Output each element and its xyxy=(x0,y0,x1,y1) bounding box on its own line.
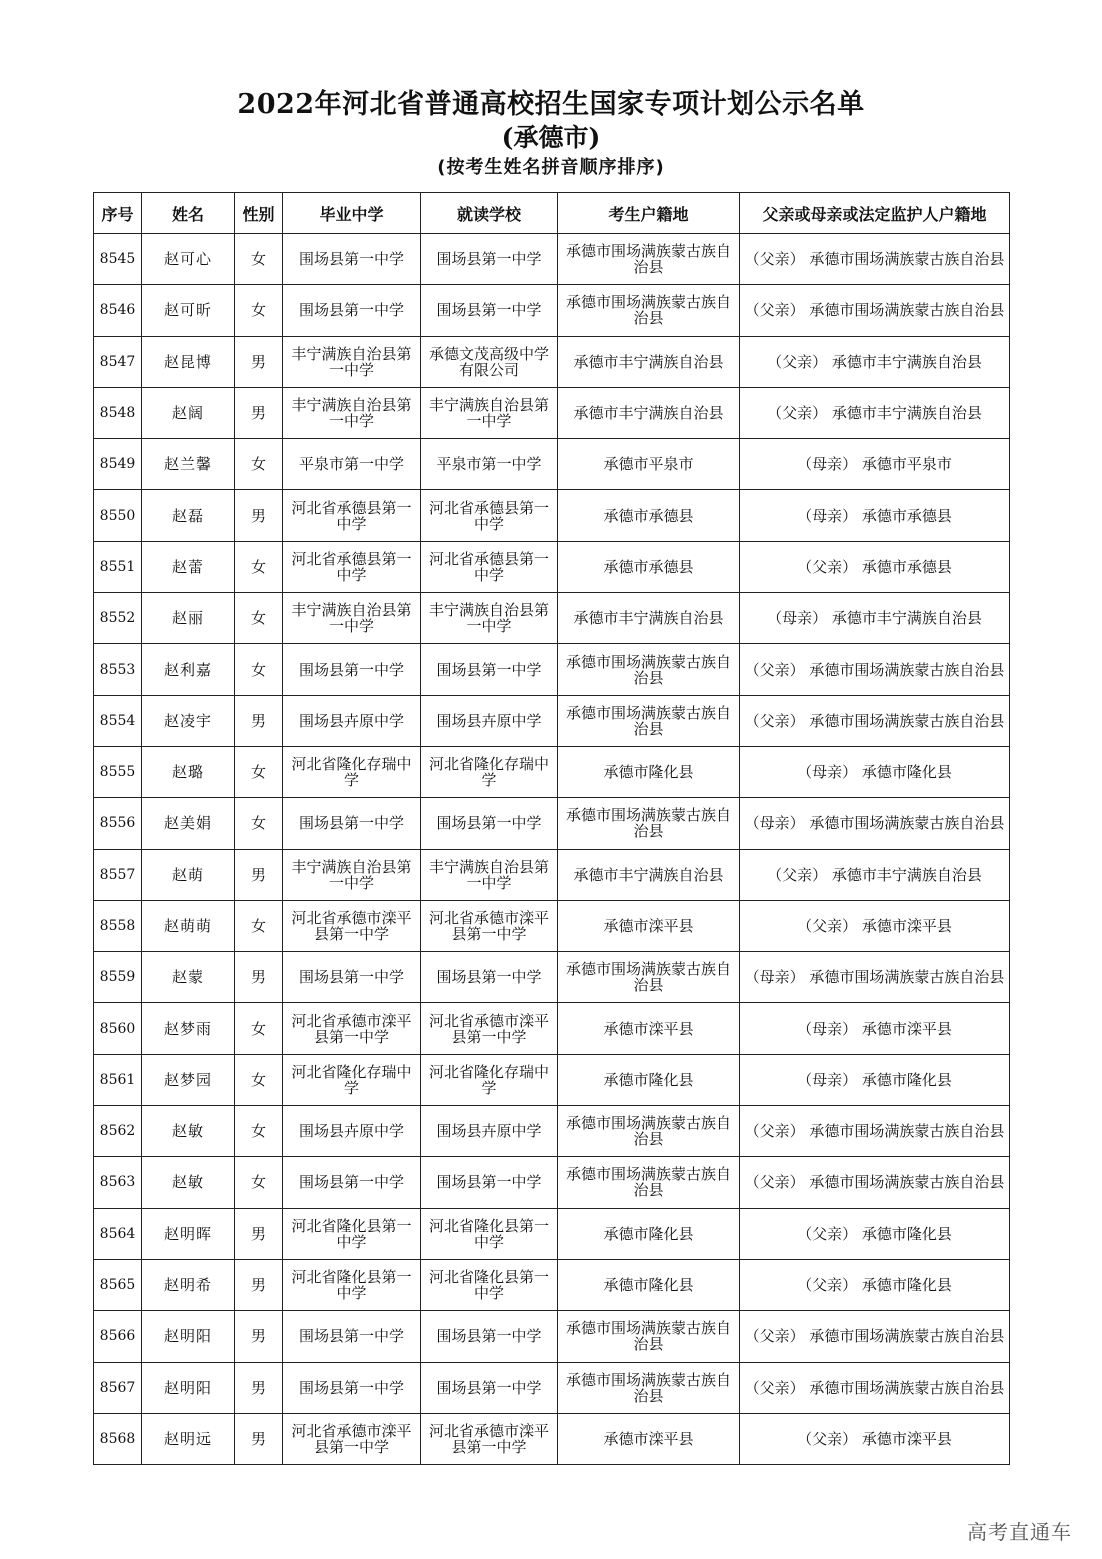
cell-name: 赵利嘉 xyxy=(142,644,235,695)
cell-seq: 8561 xyxy=(94,1054,142,1105)
cell-student-residence: 承德市承德县 xyxy=(558,541,740,592)
cell-graduation-school: 河北省隆化存瑞中学 xyxy=(283,1054,421,1105)
cell-graduation-school: 河北省承德市滦平县第一中学 xyxy=(283,900,421,951)
cell-current-school: 承德文茂高级中学有限公司 xyxy=(421,336,558,387)
cell-current-school: 围场县第一中学 xyxy=(421,1311,558,1362)
cell-current-school: 丰宁满族自治县第一中学 xyxy=(421,387,558,438)
cell-gender: 男 xyxy=(235,387,283,438)
table-row xyxy=(94,1362,1010,1413)
cell-seq: 8551 xyxy=(94,541,142,592)
header-seq: 序号 xyxy=(94,193,142,234)
cell-current-school: 围场县第一中学 xyxy=(421,234,558,285)
cell-student-residence: 承德市滦平县 xyxy=(558,1003,740,1054)
cell-current-school: 丰宁满族自治县第一中学 xyxy=(421,849,558,900)
cell-current-school: 河北省隆化存瑞中学 xyxy=(421,1054,558,1105)
cell-seq: 8566 xyxy=(94,1311,142,1362)
cell-name: 赵梦雨 xyxy=(142,1003,235,1054)
cell-gender: 男 xyxy=(235,1208,283,1259)
cell-graduation-school: 围场县第一中学 xyxy=(283,1157,421,1208)
cell-seq: 8558 xyxy=(94,900,142,951)
cell-gender: 女 xyxy=(235,234,283,285)
cell-seq: 8562 xyxy=(94,1106,142,1157)
cell-guardian-residence: （父亲） 承德市丰宁满族自治县 xyxy=(740,849,1010,900)
cell-graduation-school: 围场县第一中学 xyxy=(283,285,421,336)
header-gender: 性别 xyxy=(235,193,283,234)
cell-graduation-school: 丰宁满族自治县第一中学 xyxy=(283,849,421,900)
cell-current-school: 围场县第一中学 xyxy=(421,1157,558,1208)
cell-graduation-school: 丰宁满族自治县第一中学 xyxy=(283,387,421,438)
cell-student-residence: 承德市滦平县 xyxy=(558,900,740,951)
cell-guardian-residence: （母亲） 承德市隆化县 xyxy=(740,1054,1010,1105)
cell-gender: 女 xyxy=(235,746,283,797)
cell-seq: 8550 xyxy=(94,490,142,541)
cell-student-residence: 承德市平泉市 xyxy=(558,439,740,490)
cell-current-school: 围场县卉原中学 xyxy=(421,1106,558,1157)
cell-student-residence: 承德市围场满族蒙古族自治县 xyxy=(558,1362,740,1413)
cell-gender: 女 xyxy=(235,541,283,592)
cell-graduation-school: 河北省承德市滦平县第一中学 xyxy=(283,1413,421,1464)
table-row xyxy=(94,593,1010,644)
cell-student-residence: 承德市围场满族蒙古族自治县 xyxy=(558,1311,740,1362)
cell-graduation-school: 河北省承德县第一中学 xyxy=(283,541,421,592)
cell-seq: 8559 xyxy=(94,952,142,1003)
table-row xyxy=(94,1106,1010,1157)
cell-seq: 8568 xyxy=(94,1413,142,1464)
cell-name: 赵昆博 xyxy=(142,336,235,387)
cell-guardian-residence: （母亲） 承德市隆化县 xyxy=(740,746,1010,797)
cell-current-school: 河北省隆化存瑞中学 xyxy=(421,746,558,797)
table-row xyxy=(94,234,1010,285)
cell-seq: 8556 xyxy=(94,798,142,849)
cell-guardian-residence: （母亲） 承德市平泉市 xyxy=(740,439,1010,490)
cell-seq: 8567 xyxy=(94,1362,142,1413)
cell-seq: 8548 xyxy=(94,387,142,438)
cell-current-school: 河北省隆化县第一中学 xyxy=(421,1208,558,1259)
cell-graduation-school: 围场县第一中学 xyxy=(283,234,421,285)
cell-student-residence: 承德市围场满族蒙古族自治县 xyxy=(558,285,740,336)
cell-student-residence: 承德市隆化县 xyxy=(558,1208,740,1259)
cell-student-residence: 承德市围场满族蒙古族自治县 xyxy=(558,695,740,746)
cell-graduation-school: 平泉市第一中学 xyxy=(283,439,421,490)
cell-graduation-school: 围场县卉原中学 xyxy=(283,1106,421,1157)
cell-gender: 男 xyxy=(235,490,283,541)
cell-guardian-residence: （父亲） 承德市隆化县 xyxy=(740,1208,1010,1259)
cell-name: 赵明远 xyxy=(142,1413,235,1464)
cell-current-school: 围场县第一中学 xyxy=(421,285,558,336)
table-row xyxy=(94,746,1010,797)
cell-name: 赵梦园 xyxy=(142,1054,235,1105)
cell-guardian-residence: （母亲） 承德市丰宁满族自治县 xyxy=(740,593,1010,644)
cell-seq: 8549 xyxy=(94,439,142,490)
table-row xyxy=(94,285,1010,336)
cell-seq: 8555 xyxy=(94,746,142,797)
cell-graduation-school: 围场县第一中学 xyxy=(283,798,421,849)
cell-guardian-residence: （父亲） 承德市滦平县 xyxy=(740,1413,1010,1464)
cell-graduation-school: 围场县第一中学 xyxy=(283,1311,421,1362)
sort-note: (按考生姓名拼音顺序排序) xyxy=(437,157,665,178)
cell-gender: 男 xyxy=(235,952,283,1003)
table-row xyxy=(94,439,1010,490)
cell-guardian-residence: （父亲） 承德市丰宁满族自治县 xyxy=(740,387,1010,438)
cell-current-school: 围场县第一中学 xyxy=(421,952,558,1003)
cell-current-school: 河北省承德县第一中学 xyxy=(421,541,558,592)
table-row xyxy=(94,644,1010,695)
cell-guardian-residence: （父亲） 承德市丰宁满族自治县 xyxy=(740,336,1010,387)
cell-name: 赵萌萌 xyxy=(142,900,235,951)
cell-current-school: 围场县卉原中学 xyxy=(421,695,558,746)
header-name: 姓名 xyxy=(142,193,235,234)
cell-guardian-residence: （父亲） 承德市承德县 xyxy=(740,541,1010,592)
table-row xyxy=(94,490,1010,541)
table-row xyxy=(94,1208,1010,1259)
cell-student-residence: 承德市丰宁满族自治县 xyxy=(558,593,740,644)
cell-gender: 女 xyxy=(235,900,283,951)
cell-guardian-residence: （父亲） 承德市围场满族蒙古族自治县 xyxy=(740,1106,1010,1157)
cell-student-residence: 承德市丰宁满族自治县 xyxy=(558,387,740,438)
table-row xyxy=(94,1311,1010,1362)
cell-gender: 女 xyxy=(235,1054,283,1105)
cell-graduation-school: 围场县第一中学 xyxy=(283,952,421,1003)
table-row xyxy=(94,1054,1010,1105)
cell-graduation-school: 丰宁满族自治县第一中学 xyxy=(283,336,421,387)
cell-name: 赵蕾 xyxy=(142,541,235,592)
cell-student-residence: 承德市隆化县 xyxy=(558,746,740,797)
cell-guardian-residence: （父亲） 承德市围场满族蒙古族自治县 xyxy=(740,1362,1010,1413)
cell-current-school: 围场县第一中学 xyxy=(421,798,558,849)
cell-guardian-residence: （父亲） 承德市围场满族蒙古族自治县 xyxy=(740,1157,1010,1208)
cell-guardian-residence: （母亲） 承德市围场满族蒙古族自治县 xyxy=(740,798,1010,849)
cell-gender: 男 xyxy=(235,336,283,387)
cell-gender: 男 xyxy=(235,1362,283,1413)
table-row xyxy=(94,1003,1010,1054)
cell-guardian-residence: （母亲） 承德市承德县 xyxy=(740,490,1010,541)
cell-graduation-school: 河北省隆化县第一中学 xyxy=(283,1208,421,1259)
cell-seq: 8565 xyxy=(94,1259,142,1310)
table-row xyxy=(94,387,1010,438)
cell-current-school: 围场县第一中学 xyxy=(421,1362,558,1413)
cell-gender: 男 xyxy=(235,1413,283,1464)
cell-name: 赵明阳 xyxy=(142,1362,235,1413)
cell-gender: 女 xyxy=(235,439,283,490)
cell-name: 赵丽 xyxy=(142,593,235,644)
table-row xyxy=(94,1413,1010,1464)
roster-table xyxy=(93,192,1010,1465)
page-subtitle: (承德市) xyxy=(501,123,601,152)
cell-current-school: 河北省承德市滦平县第一中学 xyxy=(421,1413,558,1464)
cell-name: 赵萌 xyxy=(142,849,235,900)
cell-current-school: 河北省承德县第一中学 xyxy=(421,490,558,541)
cell-guardian-residence: （父亲） 承德市围场满族蒙古族自治县 xyxy=(740,644,1010,695)
cell-student-residence: 承德市滦平县 xyxy=(558,1413,740,1464)
cell-name: 赵磊 xyxy=(142,490,235,541)
cell-gender: 女 xyxy=(235,798,283,849)
cell-seq: 8554 xyxy=(94,695,142,746)
table-row xyxy=(94,695,1010,746)
cell-current-school: 平泉市第一中学 xyxy=(421,439,558,490)
cell-name: 赵璐 xyxy=(142,746,235,797)
cell-graduation-school: 河北省承德市滦平县第一中学 xyxy=(283,1003,421,1054)
cell-seq: 8552 xyxy=(94,593,142,644)
cell-current-school: 丰宁满族自治县第一中学 xyxy=(421,593,558,644)
cell-gender: 女 xyxy=(235,1157,283,1208)
cell-graduation-school: 丰宁满族自治县第一中学 xyxy=(283,593,421,644)
cell-seq: 8553 xyxy=(94,644,142,695)
cell-seq: 8560 xyxy=(94,1003,142,1054)
cell-gender: 女 xyxy=(235,1003,283,1054)
cell-name: 赵阔 xyxy=(142,387,235,438)
cell-gender: 女 xyxy=(235,1106,283,1157)
cell-graduation-school: 围场县第一中学 xyxy=(283,1362,421,1413)
cell-guardian-residence: （父亲） 承德市围场满族蒙古族自治县 xyxy=(740,695,1010,746)
cell-name: 赵明晖 xyxy=(142,1208,235,1259)
cell-name: 赵蒙 xyxy=(142,952,235,1003)
cell-student-residence: 承德市隆化县 xyxy=(558,1259,740,1310)
cell-guardian-residence: （父亲） 承德市滦平县 xyxy=(740,900,1010,951)
cell-name: 赵敏 xyxy=(142,1106,235,1157)
cell-guardian-residence: （父亲） 承德市围场满族蒙古族自治县 xyxy=(740,1311,1010,1362)
header-current-school: 就读学校 xyxy=(421,193,558,234)
cell-student-residence: 承德市丰宁满族自治县 xyxy=(558,849,740,900)
cell-gender: 男 xyxy=(235,1311,283,1362)
cell-seq: 8557 xyxy=(94,849,142,900)
cell-graduation-school: 围场县第一中学 xyxy=(283,644,421,695)
cell-student-residence: 承德市丰宁满族自治县 xyxy=(558,336,740,387)
cell-name: 赵美娟 xyxy=(142,798,235,849)
cell-guardian-residence: （母亲） 承德市滦平县 xyxy=(740,1003,1010,1054)
cell-current-school: 河北省隆化县第一中学 xyxy=(421,1259,558,1310)
cell-guardian-residence: （父亲） 承德市围场满族蒙古族自治县 xyxy=(740,285,1010,336)
cell-graduation-school: 河北省隆化县第一中学 xyxy=(283,1259,421,1310)
cell-name: 赵凌宇 xyxy=(142,695,235,746)
cell-graduation-school: 河北省隆化存瑞中学 xyxy=(283,746,421,797)
cell-guardian-residence: （父亲） 承德市隆化县 xyxy=(740,1259,1010,1310)
cell-name: 赵明希 xyxy=(142,1259,235,1310)
cell-student-residence: 承德市承德县 xyxy=(558,490,740,541)
page-title: 2022年河北省普通高校招生国家专项计划公示名单 xyxy=(237,89,865,120)
table-row xyxy=(94,849,1010,900)
table-body xyxy=(94,234,1010,1465)
cell-student-residence: 承德市围场满族蒙古族自治县 xyxy=(558,952,740,1003)
cell-student-residence: 承德市围场满族蒙古族自治县 xyxy=(558,1106,740,1157)
cell-name: 赵可昕 xyxy=(142,285,235,336)
cell-current-school: 河北省承德市滦平县第一中学 xyxy=(421,1003,558,1054)
cell-gender: 女 xyxy=(235,644,283,695)
cell-name: 赵兰馨 xyxy=(142,439,235,490)
header-graduation-school: 毕业中学 xyxy=(283,193,421,234)
cell-gender: 男 xyxy=(235,1259,283,1310)
cell-name: 赵可心 xyxy=(142,234,235,285)
table-header-row xyxy=(94,193,1010,234)
table-row xyxy=(94,541,1010,592)
cell-student-residence: 承德市围场满族蒙古族自治县 xyxy=(558,1157,740,1208)
cell-student-residence: 承德市围场满族蒙古族自治县 xyxy=(558,798,740,849)
header-guardian-residence: 父亲或母亲或法定监护人户籍地 xyxy=(740,193,1010,234)
cell-guardian-residence: （母亲） 承德市围场满族蒙古族自治县 xyxy=(740,952,1010,1003)
cell-gender: 男 xyxy=(235,695,283,746)
cell-graduation-school: 围场县卉原中学 xyxy=(283,695,421,746)
cell-student-residence: 承德市隆化县 xyxy=(558,1054,740,1105)
cell-name: 赵明阳 xyxy=(142,1311,235,1362)
table-row xyxy=(94,1259,1010,1310)
table-row xyxy=(94,900,1010,951)
cell-seq: 8563 xyxy=(94,1157,142,1208)
cell-guardian-residence: （父亲） 承德市围场满族蒙古族自治县 xyxy=(740,234,1010,285)
cell-gender: 男 xyxy=(235,849,283,900)
table-row xyxy=(94,798,1010,849)
cell-current-school: 围场县第一中学 xyxy=(421,644,558,695)
cell-graduation-school: 河北省承德县第一中学 xyxy=(283,490,421,541)
cell-student-residence: 承德市围场满族蒙古族自治县 xyxy=(558,234,740,285)
cell-gender: 女 xyxy=(235,285,283,336)
cell-seq: 8546 xyxy=(94,285,142,336)
cell-name: 赵敏 xyxy=(142,1157,235,1208)
cell-seq: 8545 xyxy=(94,234,142,285)
cell-seq: 8564 xyxy=(94,1208,142,1259)
table-row xyxy=(94,336,1010,387)
cell-current-school: 河北省承德市滦平县第一中学 xyxy=(421,900,558,951)
cell-gender: 女 xyxy=(235,593,283,644)
cell-student-residence: 承德市围场满族蒙古族自治县 xyxy=(558,644,740,695)
watermark-text: 高考直通车 xyxy=(967,1520,1072,1544)
header-student-residence: 考生户籍地 xyxy=(558,193,740,234)
table-row xyxy=(94,1157,1010,1208)
cell-seq: 8547 xyxy=(94,336,142,387)
table-row xyxy=(94,952,1010,1003)
